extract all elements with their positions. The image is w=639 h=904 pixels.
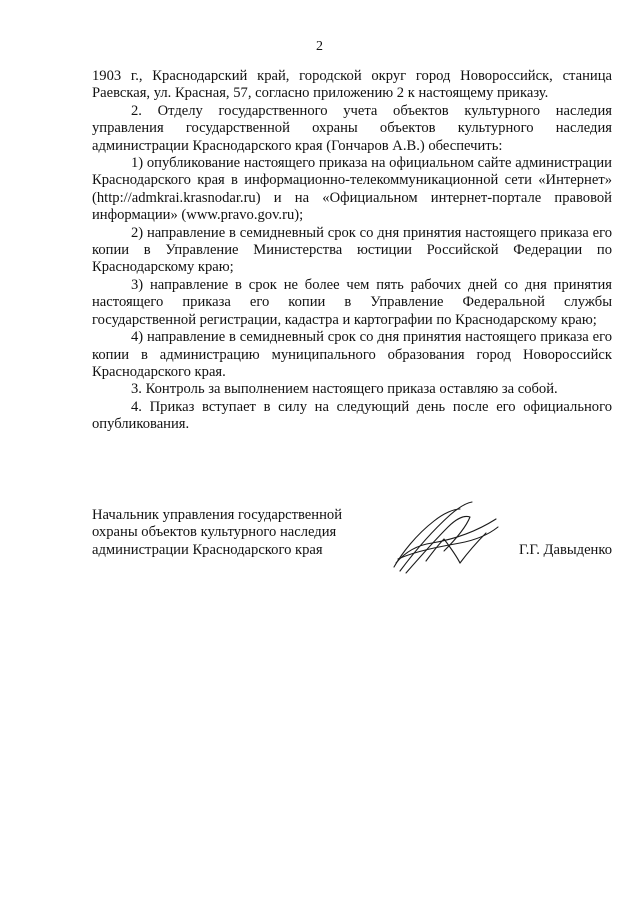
- handwritten-signature-icon: [386, 497, 504, 577]
- paragraph-subitem-2: 2) направление в семидневный срок со дня принятия настоящего приказа его копии в Управление Министерства юстиции Российской Федерации по Краснодарскому краю;: [92, 224, 612, 276]
- signer-title-line-1: Начальник управления государственной: [92, 507, 343, 523]
- paragraph-item-3: 3. Контроль за выполнением настоящего приказа оставляю за собой.: [131, 381, 558, 398]
- paragraph-item-4: 4. Приказ вступает в силу на следующий день после его официального опубликования.: [92, 398, 612, 433]
- signature-block: [92, 507, 612, 567]
- paragraph-subitem-3: 3) направление в срок не более чем пять рабочих дней со дня принятия настоящего приказа его копии в Управление Федеральной службы государственной регистрации, кадастра и картографии по Краснодарскому краю;: [92, 276, 612, 328]
- signer-title-line-3: администрации Краснодарского края: [92, 541, 323, 558]
- paragraph-subitem-4: 4) направление в семидневный срок со дня принятия настоящего приказа его копии в администрацию муниципального образования город Новороссийск Краснодарского края.: [92, 329, 612, 380]
- page-number: 2: [316, 39, 323, 54]
- paragraph-item-2: 2. Отделу государственного учета объектов культурного наследия управления государственной охраны объектов культурного наследия администрации Краснодарского края (Гончаров А.В.) обеспечить:: [92, 102, 612, 154]
- paragraph-continuation: 1903 г., Краснодарский край, городской округ город Новороссийск, станица Раевская, ул. Красная, 57, согласно приложению 2 к настоящему приказу.: [92, 68, 612, 102]
- paragraph-subitem-1: 1) опубликование настоящего приказа на официальном сайте администрации Краснодарского края в информационно-телекоммуникационной сети «Интернет» (http://admkrai.krasnodar.ru) и на «Официальном интернет-портале правовой информации» (www.pravo.gov.ru);: [92, 155, 612, 224]
- signer-title-line-2: охраны объектов культурного наследия: [92, 524, 337, 541]
- signer-title: [92, 507, 382, 559]
- signer-name: Г.Г. Давыденко: [518, 541, 612, 558]
- document-body: [92, 68, 612, 434]
